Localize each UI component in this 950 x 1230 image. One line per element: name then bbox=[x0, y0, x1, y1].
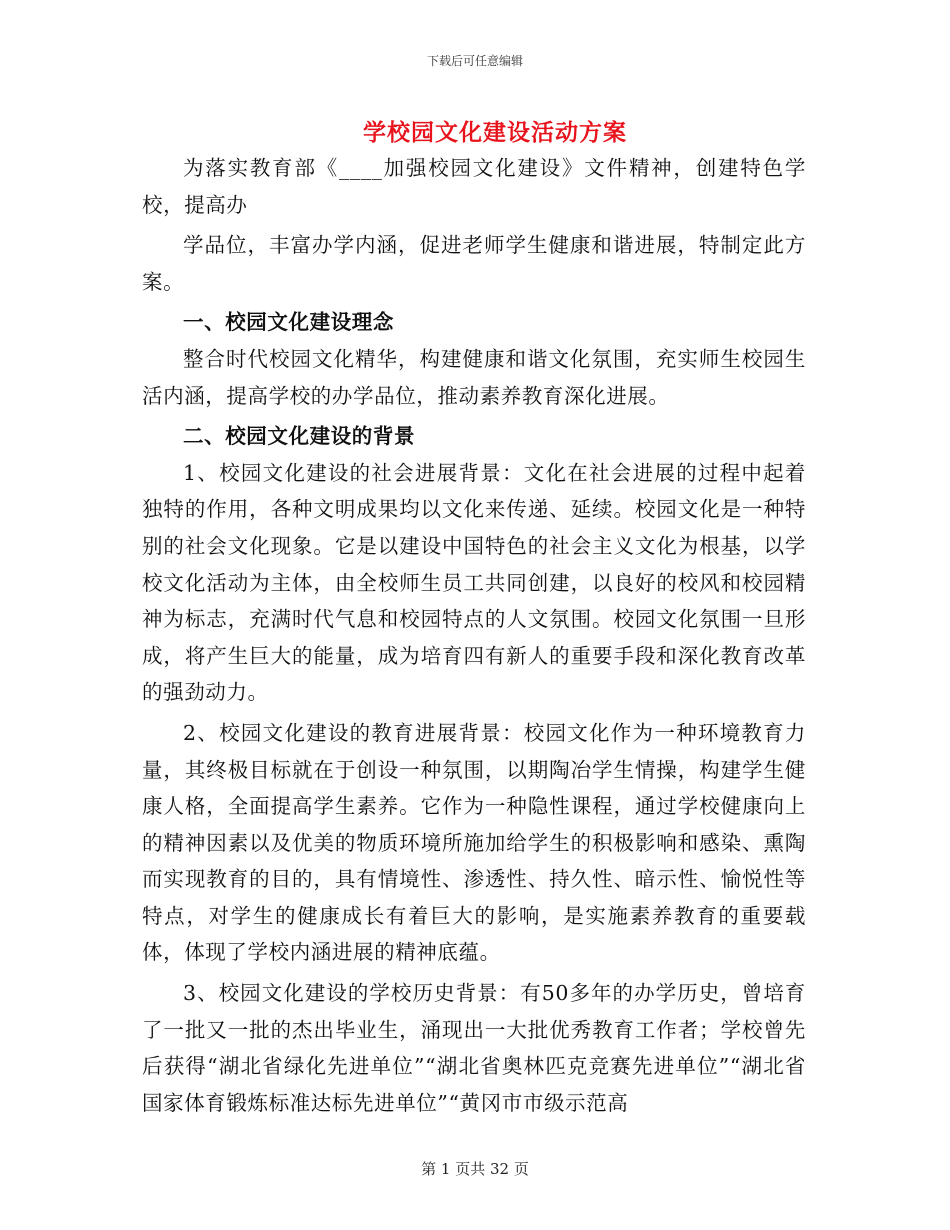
paragraph: 整合时代校园文化精华，构建健康和谐文化氛围，充实师生校园生活内涵，提高学校的办学品位，推动素养教育深化进展。 bbox=[142, 346, 806, 408]
paragraph: 为落实教育部《____加强校园文化建设》文件精神，创建特色学校，提高办 bbox=[142, 156, 806, 217]
section-heading: 二、校园文化建设的背景 bbox=[183, 424, 416, 449]
paragraph: 学品位，丰富办学内涵，促进老师学生健康和谐进展，特制定此方案。 bbox=[142, 233, 806, 294]
document-title: 学校园文化建设活动方案 bbox=[363, 119, 627, 146]
header-note: 下载后可任意编辑 bbox=[426, 54, 523, 68]
paragraph: 3、校园文化建设的学校历史背景：有50多年的办学历史，曾培育了一批又一批的杰出毕业生，涌现出一大批优秀教育工作者；学校曾先后获得“湖北省绿化先进单位”“湖北省奥林匹克竞赛先进单位”“湖北省国家体育锻炼标准达标先进单位”“黄冈市市级示范高 bbox=[142, 981, 806, 1115]
paragraph: 2、校园文化建设的教育进展背景：校园文化作为一种环境教育力量，其终极目标就在于创设一种氛围，以期陶冶学生情操，构建学生健康人格，全面提高学生素养。它作为一种隐性课程，通过学校健康向上的精神因素以及优美的物质环境所施加给学生的积极影响和感染、熏陶而实现教育的目的，具有情境性、渗透性、持久性、暗示性、愉悦性等特点，对学生的健康成长有着巨大的影响，是实施素养教育的重要载体，体现了学校内涵进展的精神底蕴。 bbox=[142, 720, 806, 965]
page-footer: 第 1 页共 32 页 bbox=[421, 1160, 529, 1178]
paragraph: 1、校园文化建设的社会进展背景：文化在社会进展的过程中起着独特的作用，各种文明成果均以文化来传递、延续。校园文化是一种特别的社会文化现象。它是以建设中国特色的社会主义文化为根基，以学校文化活动为主体，由全校师生员工共同创建，以良好的校风和校园精神为标志，充满时代气息和校园特点的人文氛围。校园文化氛围一旦形成，将产生巨大的能量，成为培育四有新人的重要手段和深化教育改革的强劲动力。 bbox=[142, 460, 806, 705]
document-body bbox=[142, 150, 806, 1121]
section-heading: 一、校园文化建设理念 bbox=[183, 310, 394, 335]
